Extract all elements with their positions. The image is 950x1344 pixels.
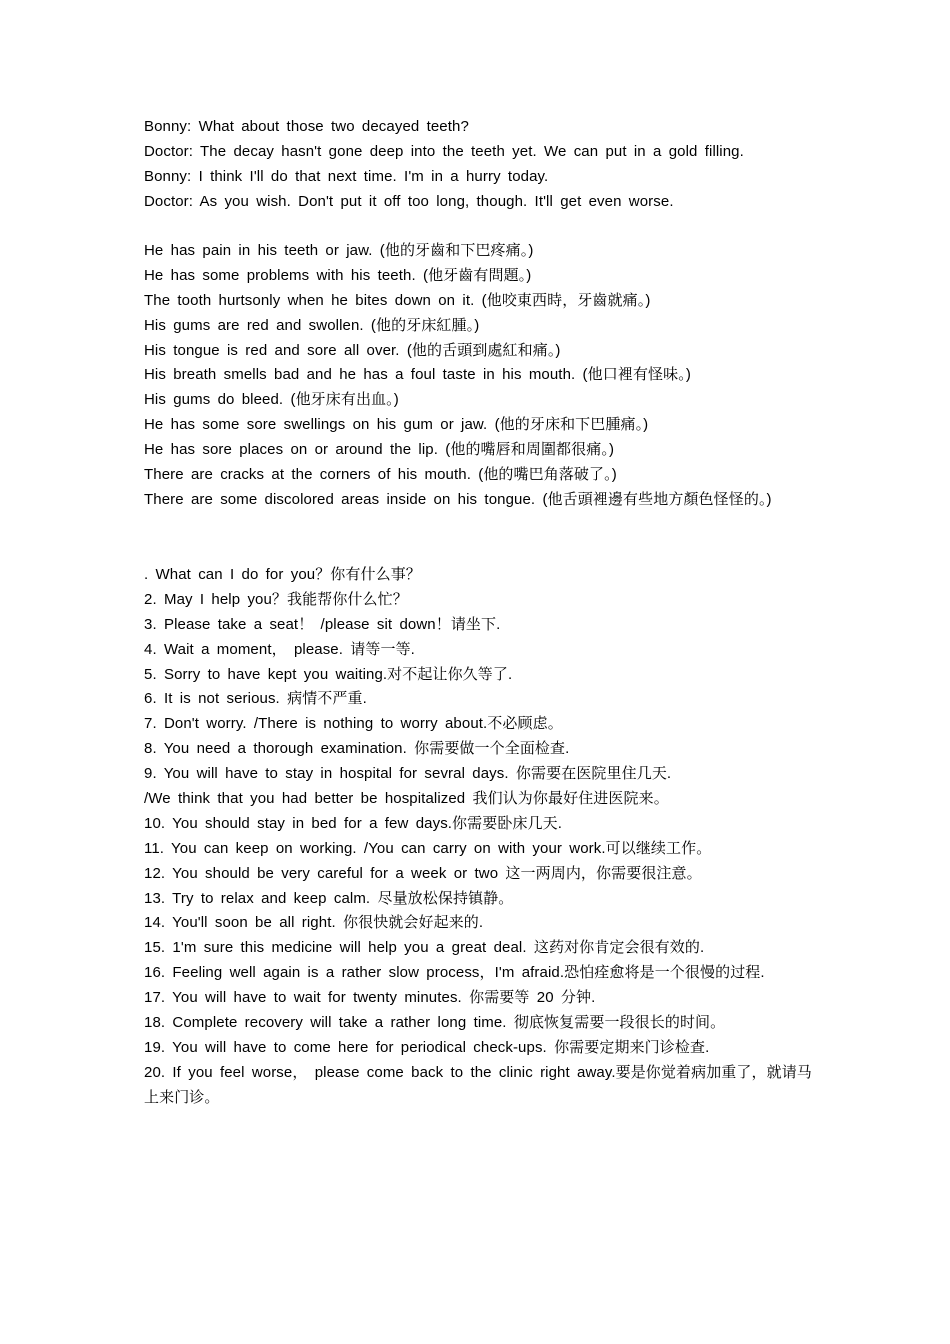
phrase-line: 5. Sorry to have kept you waiting.对不起让你久等了. <box>144 665 513 683</box>
phrase-line: 15. 1'm sure this medicine will help you a great deal. 这药对你肯定会很有效的. <box>144 939 705 957</box>
symptom-line: The tooth hurtsonly when he bites down on it. (他咬東西時，牙齒就痛。) <box>144 291 651 309</box>
phrase-line: 4. Wait a moment， please. 请等一等. <box>144 640 415 658</box>
phrase-line: 13. Try to relax and keep calm. 尽量放松保持镇静。 <box>144 889 514 907</box>
symptom-line: His gums are red and swollen. (他的牙床紅腫。) <box>144 316 480 334</box>
phrase-line: 17. You will have to wait for twenty minutes. 你需要等 20 分钟. <box>144 989 596 1007</box>
symptom-line: His gums do bleed. (他牙床有出血。) <box>144 391 399 409</box>
phrase-line: . What can I do for you？你有什么事？ <box>144 566 421 583</box>
dialogue-section <box>144 115 824 215</box>
phrase-line: 7. Don't worry. /There is nothing to worry about.不必顾虑。 <box>144 715 563 733</box>
symptom-line: His tongue is red and sore all over. (他的舌頭到處紅和痛。) <box>144 341 561 359</box>
phrase-line: 19. You will have to come here for periodical check-ups. 你需要定期来门诊检查. <box>144 1038 710 1056</box>
phrase-line: 11. You can keep on working. /You can carry on with your work.可以继续工作。 <box>144 839 712 857</box>
doctor-phrases-section <box>144 563 824 1111</box>
phrase-line: 9. You will have to stay in hospital for sevral days. 你需要在医院里住几天. <box>144 765 672 783</box>
dialogue-line: Bonny: I think I'll do that next time. I'm in a hurry today. <box>144 167 549 185</box>
phrase-line: 12. You should be very careful for a week or two 这一两周内，你需要很注意。 <box>144 864 702 882</box>
dialogue-line: Doctor: As you wish. Don't put it off too long, though. It'll get even worse. <box>144 192 674 210</box>
phrase-line: 8. You need a thorough examination. 你需要做一个全面检查. <box>144 740 570 758</box>
symptoms-section <box>144 239 824 513</box>
symptom-line: There are some discolored areas inside on his tongue. (他舌頭裡邊有些地方顏色怪怪的。) <box>144 490 772 508</box>
phrase-line: 10. You should stay in bed for a few days.你需要卧床几天. <box>144 814 563 832</box>
symptom-line: He has some problems with his teeth. (他牙齒有問題。) <box>144 266 532 284</box>
symptom-line: His breath smells bad and he has a foul taste in his mouth. (他口裡有怪味。) <box>144 366 691 384</box>
symptom-line: He has some sore swellings on his gum or jaw. (他的牙床和下巴腫痛。) <box>144 416 649 434</box>
phrase-line: 3. Please take a seat！ /please sit down！请坐下. <box>144 615 501 633</box>
phrase-line: 6. It is not serious. 病情不严重. <box>144 690 367 708</box>
phrase-line: /We think that you had better be hospitalized 我们认为你最好住进医院来。 <box>144 790 669 808</box>
phrase-line: 16. Feeling well again is a rather slow process，I'm afraid.恐怕痊愈将是一个很慢的过程. <box>144 964 765 982</box>
phrase-line: 18. Complete recovery will take a rather long time. 彻底恢复需要一段很长的时间。 <box>144 1014 726 1032</box>
dialogue-line: Bonny: What about those two decayed teeth? <box>144 118 469 135</box>
symptom-line: He has pain in his teeth or jaw. (他的牙齒和下巴疼痛。) <box>144 242 534 259</box>
phrase-line: 20. If you feel worse， please come back to the clinic right away.要是你觉着病加重了，就请马上来门诊。 <box>144 1063 812 1106</box>
phrase-line: 14. You'll soon be all right. 你很快就会好起来的. <box>144 914 484 932</box>
symptom-line: There are cracks at the corners of his mouth. (他的嘴巴角落破了。) <box>144 466 617 484</box>
dialogue-line: Doctor: The decay hasn't gone deep into the teeth yet. We can put in a gold filling. <box>144 142 744 160</box>
phrase-line: 2. May I help you？我能帮你什么忙？ <box>144 590 408 608</box>
symptom-line: He has sore places on or around the lip. (他的嘴唇和周圍都很痛。) <box>144 441 615 459</box>
